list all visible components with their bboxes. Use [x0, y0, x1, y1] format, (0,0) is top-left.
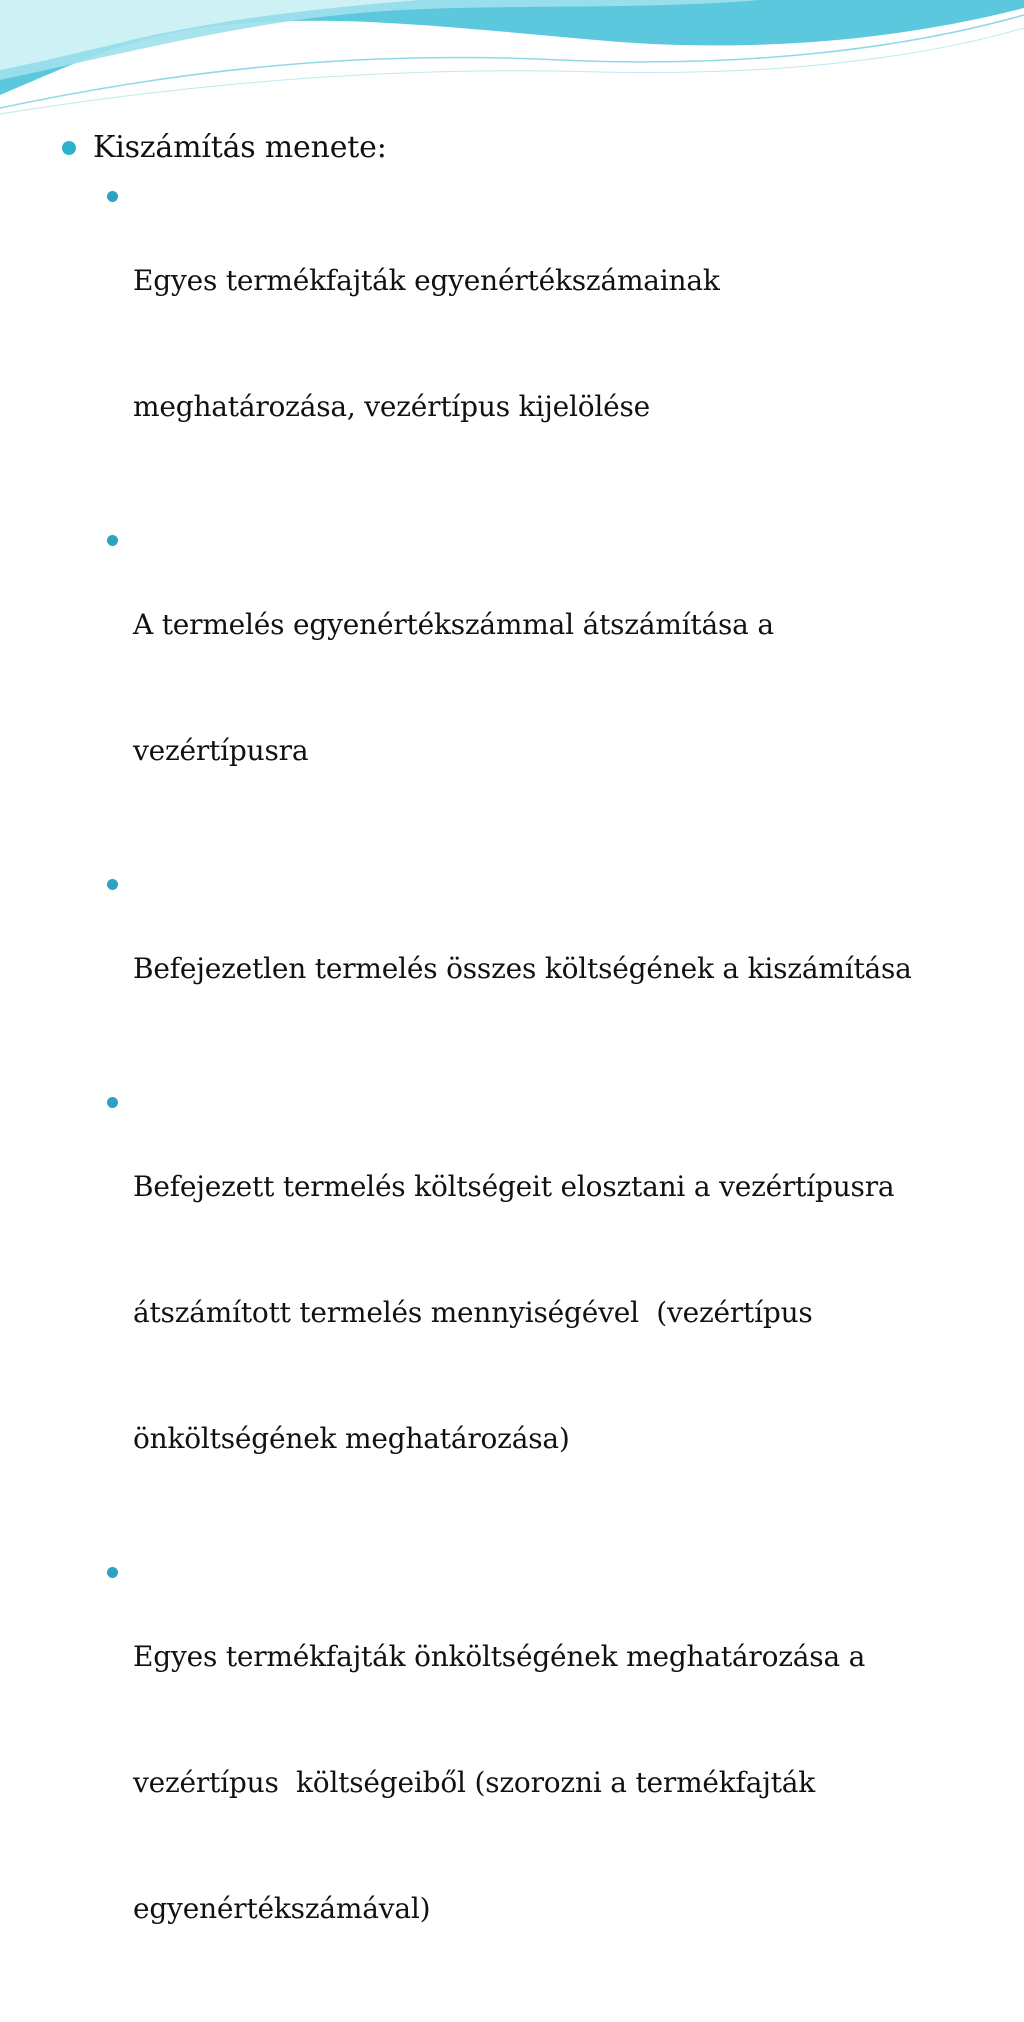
sub-bullet-line: Befejezetlen termelés összes költségének a kiszámítása — [133, 952, 912, 985]
sub-bullet-item — [107, 1552, 962, 2014]
main-bullet-item — [62, 128, 962, 168]
bullet-dot-icon — [107, 1097, 118, 1108]
sub-bullet-item — [107, 864, 962, 1074]
sub-bullet-line: egyenértékszámával) — [133, 1892, 431, 1925]
sub-bullet-line: átszámított termelés mennyiségével (vezértípus — [133, 1296, 813, 1329]
sub-bullet-item — [107, 520, 962, 856]
bullet-dot-icon — [107, 1567, 118, 1578]
slide-content — [62, 128, 962, 2022]
bullet-dot-icon — [62, 141, 76, 155]
sub-bullet-line: A termelés egyenértékszámmal átszámítása a — [133, 608, 774, 641]
sub-bullet-line: Egyes termékfajták önköltségének meghatározása a — [133, 1640, 866, 1673]
sub-bullet-line: vezértípus költségeiből (szorozni a termékfajták — [133, 1766, 816, 1799]
bullet-dot-icon — [107, 879, 118, 890]
wave-header-decoration — [0, 0, 1024, 120]
sub-bullet-item — [107, 1082, 962, 1544]
main-bullet-text: Kiszámítás menete: — [93, 130, 387, 165]
sub-bullet-line: Befejezett termelés költségeit elosztani a vezértípusra — [133, 1170, 895, 1203]
sub-bullet-line: vezértípusra — [133, 734, 309, 767]
sub-bullet-item — [107, 176, 962, 512]
bullet-dot-icon — [107, 535, 118, 546]
sub-bullet-line: Egyes termékfajták egyenértékszámainak — [133, 264, 720, 297]
sub-bullet-line: meghatározása, vezértípus kijelölése — [133, 390, 651, 423]
sub-bullet-line: önköltségének meghatározása) — [133, 1422, 570, 1455]
sub-bullet-list — [62, 176, 962, 2014]
bullet-dot-icon — [107, 191, 118, 202]
